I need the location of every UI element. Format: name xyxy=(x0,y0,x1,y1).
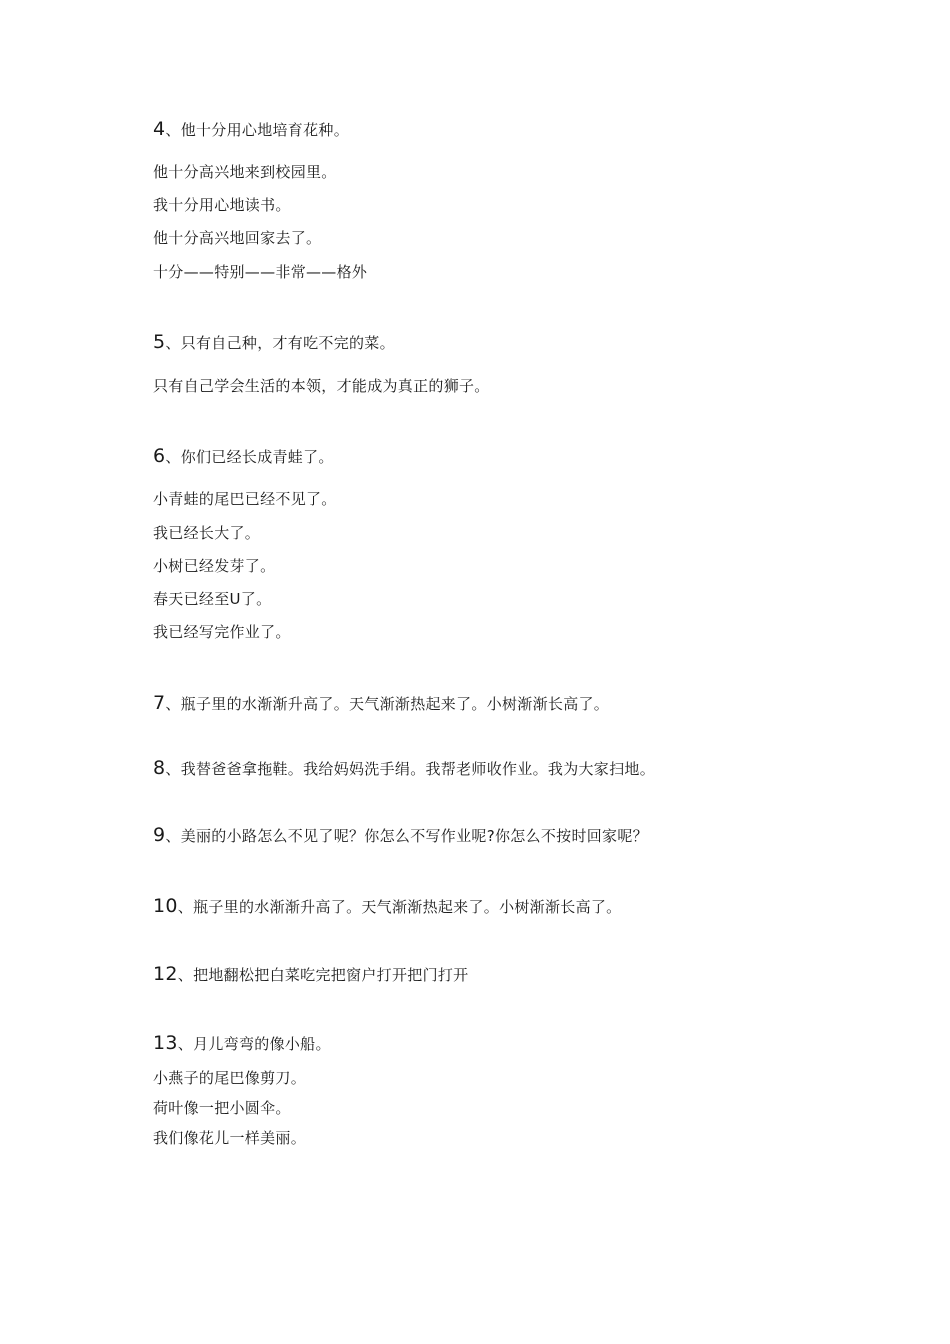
item-13-line: 荷叶像一把小圆伞。 xyxy=(153,1099,291,1117)
item-number: 5 xyxy=(153,331,166,353)
item-heading-text: 、你们已经长成青蛙了。 xyxy=(165,448,334,466)
item-9-heading xyxy=(153,825,648,846)
item-6-line: 我已经写完作业了。 xyxy=(153,623,291,641)
item-heading-text: 、瓶子里的水渐渐升高了。天气渐渐热起来了。小树渐渐长高了。 xyxy=(165,695,610,713)
item-6-heading xyxy=(153,446,334,467)
item-6-line: 我已经长大了。 xyxy=(153,524,261,542)
item-heading-text: 、把地翻松把白菜吃完把窗户打开把门打开 xyxy=(177,966,469,984)
item-number: 8 xyxy=(153,757,166,779)
item-heading-text: 、只有自己种，才有吃不完的菜。 xyxy=(165,334,395,352)
item-heading-text: 、我替爸爸拿拖鞋。我给妈妈洗手绢。我帮老师收作业。我为大家扫地。 xyxy=(165,760,655,778)
item-5-heading xyxy=(153,332,395,353)
item-heading-text: 、瓶子里的水渐渐升高了。天气渐渐热起来了。小树渐渐长高了。 xyxy=(177,898,622,916)
item-4-line: 十分——特别——非常——格外 xyxy=(153,263,368,281)
item-7-heading xyxy=(153,693,609,714)
item-4-line: 我十分用心地读书。 xyxy=(153,196,291,214)
item-number: 13 xyxy=(153,1032,178,1054)
item-4-heading xyxy=(153,119,349,140)
item-10-heading xyxy=(153,896,621,917)
item-number: 9 xyxy=(153,824,166,846)
item-6-line: 春天已经至U了。 xyxy=(153,590,272,608)
item-4-line: 他十分高兴地来到校园里。 xyxy=(153,163,337,181)
item-12-heading xyxy=(153,964,468,985)
item-number: 12 xyxy=(153,963,178,985)
item-13-line: 小燕子的尾巴像剪刀。 xyxy=(153,1069,307,1087)
item-number: 4 xyxy=(153,118,166,140)
item-8-heading xyxy=(153,758,655,779)
item-heading-text: 、美丽的小路怎么不见了呢？你怎么不写作业呢?你怎么不按时回家呢？ xyxy=(165,827,648,845)
item-5-line: 只有自己学会生活的本领，才能成为真正的狮子。 xyxy=(153,377,490,395)
item-number: 7 xyxy=(153,692,166,714)
item-number: 10 xyxy=(153,895,178,917)
item-4-line: 他十分高兴地回家去了。 xyxy=(153,229,322,247)
item-6-line: 小青蛙的尾巴已经不见了。 xyxy=(153,490,337,508)
item-heading-text: 、他十分用心地培育花种。 xyxy=(165,121,349,139)
item-number: 6 xyxy=(153,445,166,467)
item-13-heading xyxy=(153,1033,331,1054)
item-6-line: 小树已经发芽了。 xyxy=(153,557,276,575)
item-13-line: 我们像花儿一样美丽。 xyxy=(153,1129,307,1147)
item-heading-text: 、月儿弯弯的像小船。 xyxy=(177,1035,331,1053)
